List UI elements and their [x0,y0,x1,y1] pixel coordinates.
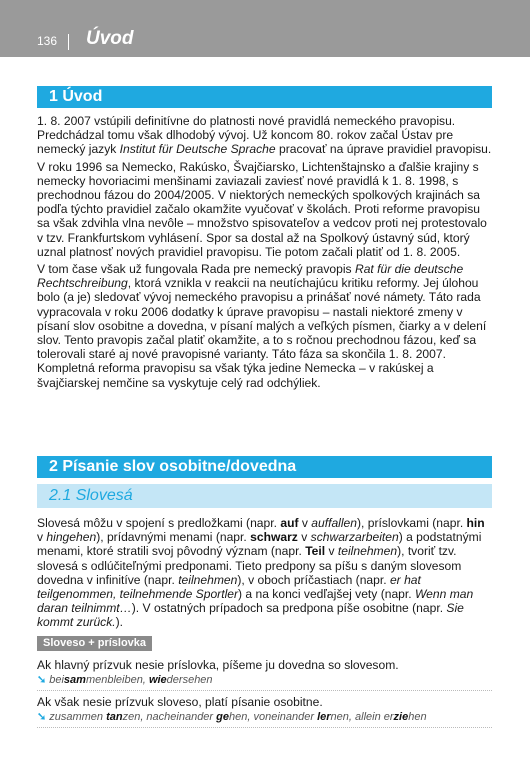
example-line [37,711,492,728]
example-line [37,674,492,691]
paragraph: V tom čase však už fungovala Rada pre nemecký pravopis Rat für die deutsche Rechtschreibung, ktorá vznikla v reakcii na neutíchajúcu kritiku reformy. Jej úlohou bolo (a je) sledovať vývoj nemeckého pravopisu a prinášať nové námety. Táto rada vypracovala v roku 2006 dodatky k úprave pravopisu – nastali niektoré zmeny v písaní slov osobitne a dovedna, v písaní malých a veľkých písmen, čiarky a v delení slov. Tento pravopis začal platiť okamžite, a to s ročnou prechodnou fázou, keď sa tolerovali staré aj nové pravopisné varianty. Táto fáza sa skončila 1. 8. 2007. Kompletná reforma pravopisu sa však týka jedine Nemecka – v rakúskej a švajčiarskej nemčine sa vyskytuje celý rad odchýliek. [37,262,487,390]
section-1-heading [37,86,492,108]
topic-label: Sloveso + príslovka [37,636,152,651]
bold-term: ler [317,711,331,723]
example-text: zusammen tanzen, nacheinander gehen, voneinander lernen, allein erziehen [49,711,427,723]
italic-term: Sie kommt zurück. [37,601,464,630]
italic-term: teilnehmen [337,544,398,559]
rule-text: Ak však nesie prízvuk sloveso, platí písanie osobitne. [37,695,323,709]
italic-term: er hat teilgenommen, teilnehmende Sportler [37,572,421,602]
italic-term: auffallen [311,516,357,530]
italic-term: Wenn man daran teilnimmt… [37,587,474,616]
italic-term: Rat für die deutsche Rechtschreibung [37,262,464,291]
section-2-heading [37,456,492,478]
arrow-down-right-icon: ➘ [37,711,47,723]
header-title: Úvod [86,28,134,49]
section-1-body [37,114,492,393]
italic-term: teilnehmen [178,572,238,587]
bold-term: schwarz [250,530,298,545]
bold-term: zie [393,711,409,723]
header-divider [68,34,69,50]
bold-term: ge [216,711,229,723]
paragraph: Slovesá môžu v spojení s predložkami (napr. auf v auffallen), príslovkami (napr. hin v hingehen), prídavnými menami (napr. schwarz v schwarzarbeiten) a podstatnými menami, ktoré stratili svoj pôvodný význam (napr. Teil v teilnehmen), tvoriť tzv. slovesá s odlúčiteľnými predponami. Tieto predpony sa píšu s daným slovesom dovedna v infinitíve (napr. teilnehmen), v oboch príčastiach (napr. er hat teilgenommen, teilnehmende Sportler) a na konci vedľajšej vety (napr. Wenn man daran teilnimmt…). V ostatných prípadoch sa predpona píše osobitne (napr. Sie kommt zurück.). [37,516,485,630]
bold-term: sam [63,674,86,686]
paragraph: 1. 8. 2007 vstúpili definitívne do platnosti nové pravidlá nemeckého pravopisu. Predchádzal tomu však dlhodobý vývoj. Už koncom 80. rokov začal Ústav pre nemecký jazyk Institut für Deutsche Sprache pracovať na úprave pravidiel pravopisu. [37,114,492,157]
example-text: beisammenbleiben, wiedersehen [49,674,213,686]
bold-term: wie [148,674,167,686]
section-1-heading-text: 1 Úvod [49,88,103,105]
subsection-heading [37,484,492,508]
bold-term: Teil [305,544,326,559]
italic-term: schwarzarbeiten [310,530,399,545]
section-2-heading-text: 2 Písanie slov osobitne/dovedna [49,458,297,475]
italic-term: Institut für Deutsche Sprache [119,142,276,157]
bold-term: tan [106,711,123,723]
bold-term: hin [466,516,485,530]
bold-term: auf [280,516,299,530]
rule-text: Ak hlavný prízvuk nesie príslovka, píšeme ju dovedna so slovesom. [37,658,399,672]
page-header [0,0,530,57]
section-2-body [37,516,492,633]
italic-term: hingehen [46,530,97,545]
arrow-down-right-icon: ➘ [37,674,47,686]
paragraph: V roku 1996 sa Nemecko, Rakúsko, Švajčiarsko, Lichtenštajnsko a ďalšie krajiny s nemecky hovoriacimi menšinami zaviazali zaviesť nové pravidlá k 1. 8. 1998, s prechodnou fázou do 2004/2005. V niektorých nemeckých spolkových krajinách sa podľa týchto pravidiel začalo okamžite vyučovať v školách. Proti reforme pravopisu sa však zdvihla vlna nevôle – množstvo spisovateľov a vedcov proti nej protestovalo v tzv. Frankfurtskom vyhlásení. Spor sa dostal až na Spolkový ústavný súd, ktorý uznal platnosť nových pravidiel pravopisu. Tie potom začali platiť od 1. 8. 2005. [37,159,487,259]
subsection-heading-text: 2.1 Slovesá [49,487,133,504]
page-number: 136 [37,34,58,48]
